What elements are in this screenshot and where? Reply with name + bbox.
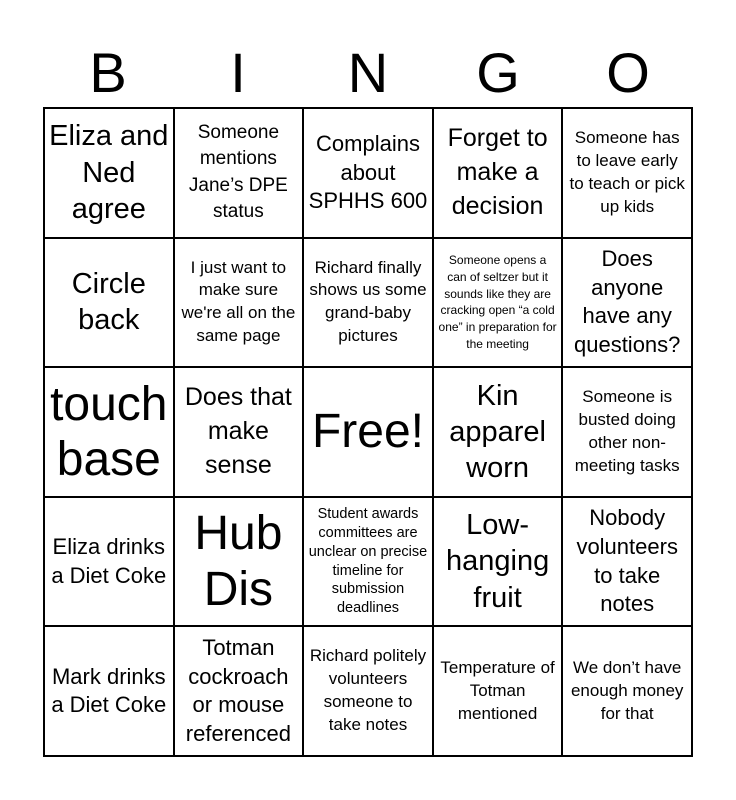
bingo-cell[interactable]	[433, 367, 563, 497]
bingo-cell[interactable]	[174, 238, 304, 368]
cell-text: Someone is busted doing other non-meeting tasks	[574, 387, 680, 475]
cell-text: Temperature of Totman mentioned	[440, 657, 555, 723]
cell-text: Richard politely volunteers someone to take notes	[309, 646, 427, 735]
bingo-cell[interactable]	[44, 108, 174, 238]
cell-text: Someone opens a can of seltzer but it sounds like they are cracking open “a cold one” in preparation for the meeting	[438, 253, 557, 351]
bingo-cell[interactable]	[44, 367, 174, 497]
bingo-cell[interactable]	[303, 626, 433, 756]
bingo-header	[43, 40, 693, 106]
cell-text: Someone has to leave early to teach or pick up kids	[569, 127, 685, 216]
bingo-cell[interactable]	[174, 367, 304, 497]
cell-text: Kin apparel worn	[449, 379, 546, 485]
bingo-cell[interactable]	[562, 497, 692, 627]
cell-text: Nobody volunteers to take notes	[576, 505, 678, 617]
bingo-cell[interactable]	[303, 238, 433, 368]
bingo-cell[interactable]	[433, 626, 563, 756]
cell-text: Student awards committees are unclear on precise timeline for submission deadlines	[308, 506, 428, 617]
header-letter-b: B	[89, 41, 127, 104]
cell-text: Low-hanging fruit	[445, 509, 550, 614]
bingo-cell[interactable]	[562, 108, 692, 238]
cell-text: Hub Dis	[194, 507, 283, 616]
cell-text: Circle back	[71, 268, 146, 337]
header-letter-g: G	[476, 41, 520, 104]
free-space-text: Free!	[311, 405, 424, 459]
header-letter-n: N	[347, 41, 389, 104]
bingo-cell[interactable]	[433, 497, 563, 627]
header-letter-i: I	[230, 41, 246, 104]
cell-text: Richard finally shows us some grand-baby pictures	[309, 257, 427, 346]
bingo-cell[interactable]	[433, 108, 563, 238]
bingo-cell[interactable]	[44, 626, 174, 756]
cell-text: Does that make sense	[184, 383, 292, 479]
free-space-cell[interactable]	[303, 367, 433, 497]
cell-text: Forget to make a decision	[447, 124, 548, 220]
cell-text: Mark drinks a Diet Coke	[51, 663, 167, 718]
bingo-cell[interactable]	[562, 367, 692, 497]
cell-text: We don’t have enough money for that	[570, 657, 684, 723]
cell-text: touch base	[50, 377, 168, 486]
bingo-board	[43, 107, 693, 757]
bingo-cell[interactable]	[44, 497, 174, 627]
bingo-cell[interactable]	[174, 626, 304, 756]
cell-text: Eliza drinks a Diet Coke	[51, 534, 167, 588]
bingo-cell[interactable]	[174, 108, 304, 238]
cell-text: Complains about SPHHS 600	[308, 130, 428, 214]
bingo-cell[interactable]	[303, 108, 433, 238]
header-letter-o: O	[606, 41, 650, 104]
bingo-cell[interactable]	[44, 238, 174, 368]
bingo-cell[interactable]	[174, 497, 304, 627]
cell-text: Someone mentions Jane’s DPE status	[188, 121, 288, 223]
bingo-cell[interactable]	[433, 238, 563, 368]
bingo-cell[interactable]	[562, 626, 692, 756]
cell-text: Does anyone have any questions?	[573, 246, 681, 357]
bingo-cell[interactable]	[562, 238, 692, 368]
cell-text: Totman cockroach or mouse referenced	[185, 635, 291, 746]
cell-text: I just want to make sure we're all on the same page	[181, 257, 296, 346]
cell-text: Eliza and Ned agree	[49, 120, 169, 225]
bingo-cell[interactable]	[303, 497, 433, 627]
